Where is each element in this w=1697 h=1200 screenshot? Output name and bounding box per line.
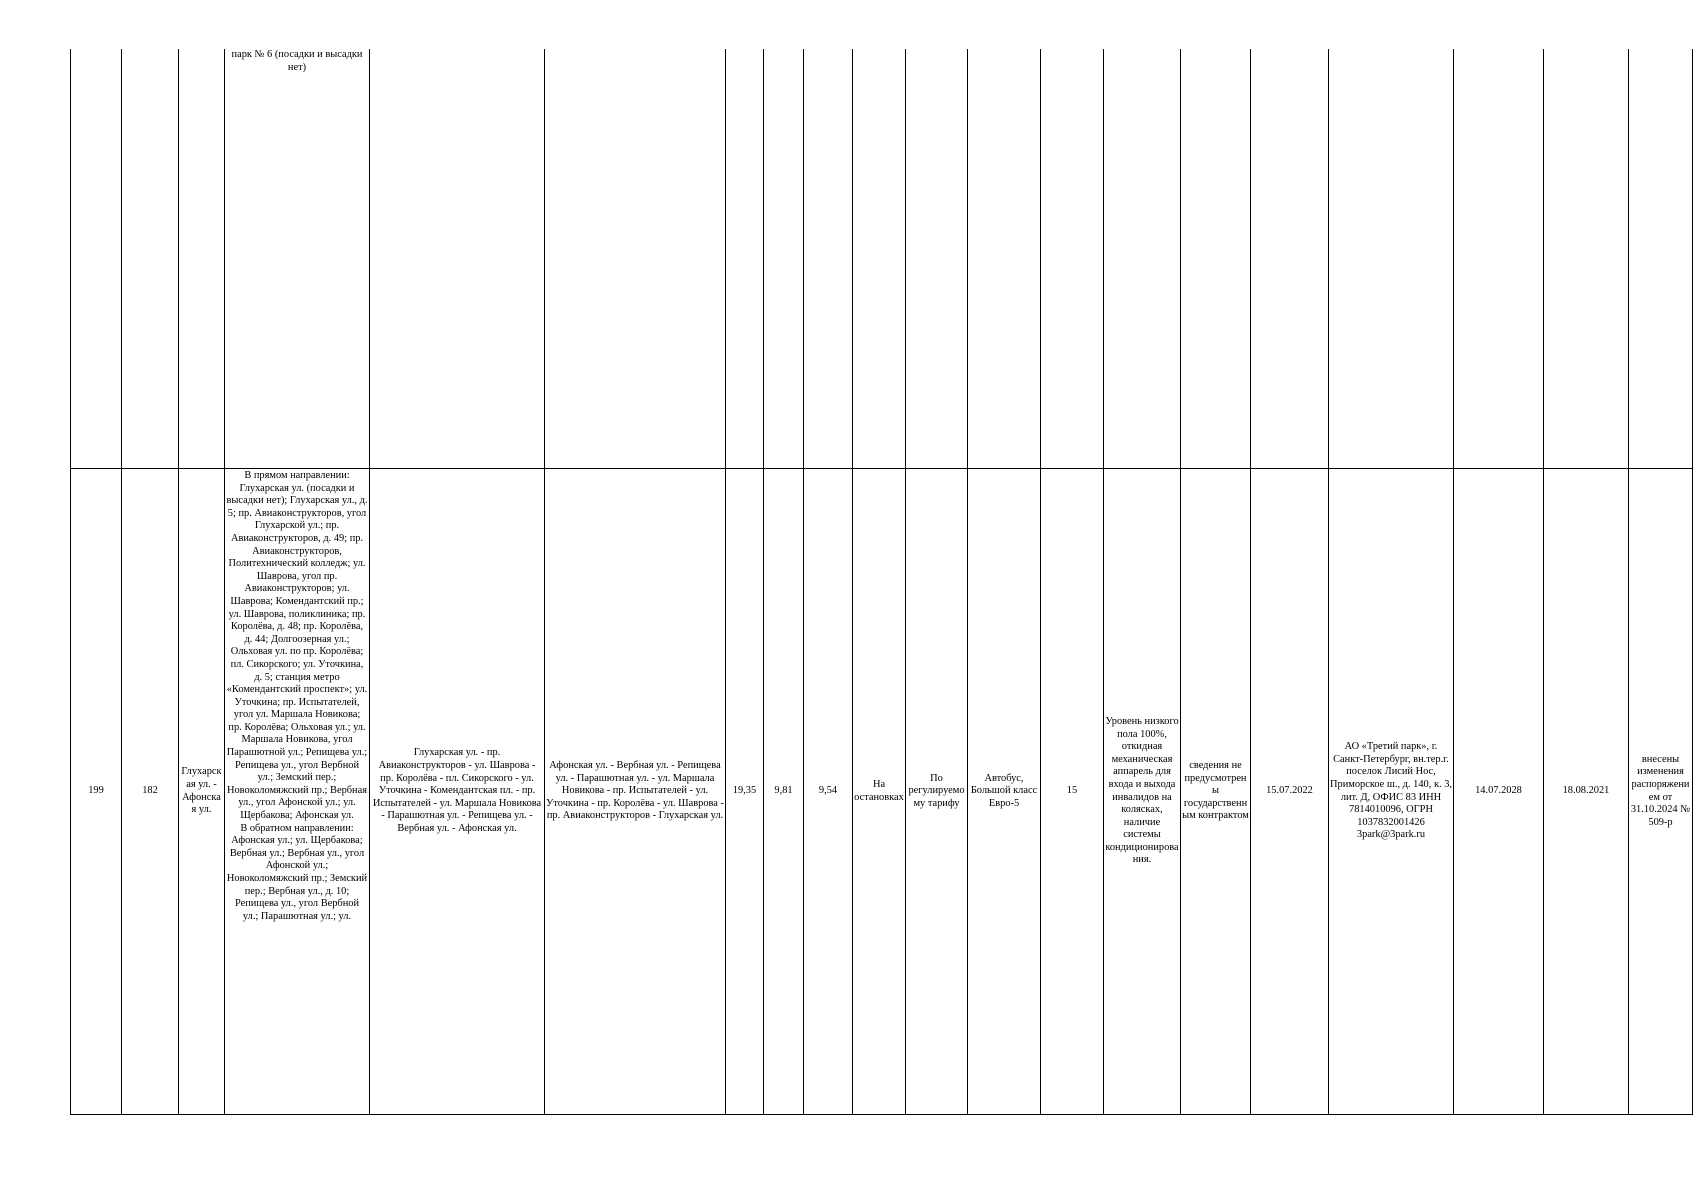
cell-boarding-order: На остановках [853,469,906,1115]
table-row-continuation [71,49,1693,469]
cell-vehicle: Автобус, Большой класс Евро-5 [968,469,1041,1115]
cell-empty [1041,49,1104,469]
cell-vehicle-count: 15 [1041,469,1104,1115]
cell-streets-forward: Глухарская ул. - пр. Авиаконструкторов - ул. Шаврова - пр. Королёва - пл. Сикорского - ул. Уточкина - Комендантская пл. - пр. Испытателей - ул. Маршала Новикова - Парашютная ул. - Репищева ул. - Вербная ул. - Афонская ул. [370,469,545,1115]
cell-registry-number: 199 [71,469,122,1115]
cell-empty [545,49,726,469]
cell-empty [906,49,968,469]
cell-empty [764,49,804,469]
cell-length-total: 19,35 [726,469,764,1115]
cell-length-forward: 9,81 [764,469,804,1115]
cell-contract-info: сведения не предусмотрены государственным контрактом [1181,469,1251,1115]
cell-empty [804,49,853,469]
cell-approval-date: 18.08.2021 [1544,469,1629,1115]
stops-backward-list: Афонская ул.; ул. Щербакова; Вербная ул.; Вербная ул., угол Афонской ул.; Новоколомяжский пр.; Земский пер.; Вербная ул., д. 10; Репищева ул., угол Вербной ул.; Парашютная ул.; ул. [226,835,368,922]
cell-empty [1454,49,1544,469]
cell-tariff: По регулируемому тарифу [906,469,968,1115]
cell-changes-note: внесены изменения распоряжением от 31.10.2024 № 509-р [1629,469,1693,1115]
cell-end-date: 14.07.2028 [1454,469,1544,1115]
cell-carrier: АО «Третий парк», г. Санкт-Петербург, вн.тер.г. поселок Лисий Нос, Приморское ш., д. 140, к. 3, лит. Д, ОФИС 83 ИНН 7814010096, ОГРН 1037832001426 3park@3park.ru [1329,469,1454,1115]
cell-route-name: Глухарская ул. - Афонская ул. [179,469,225,1115]
cell-empty [122,49,179,469]
cell-start-date: 15.07.2022 [1251,469,1329,1115]
stops-forward-heading: В прямом направлении: [244,470,350,481]
cell-empty [71,49,122,469]
cell-vehicle-features: Уровень низкого пола 100%, откидная механическая аппарель для входа и выхода инвалидов на колясках, наличие системы кондиционирования. [1104,469,1181,1115]
cell-empty [1544,49,1629,469]
route-registry-table [70,49,1693,1115]
cell-empty [1251,49,1329,469]
table-row-route-182 [71,469,1693,1115]
stops-backward-heading: В обратном направлении: [240,822,354,834]
cell-empty [1329,49,1454,469]
cell-empty [179,49,225,469]
cell-route-number: 182 [122,469,179,1115]
stops-forward-list: Глухарская ул. (посадки и высадки нет); Глухарская ул., д. 5; пр. Авиаконструкторов, угол Глухарской ул.; пр. Авиаконструкторов, д. 49; пр. Авиаконструкторов, Политехнический колледж; ул. Шаврова, угол пр. Авиаконструкторов; ул. Шаврова; Комендантский пр.; ул. Шаврова, поликлиника; пр. Королёва, д. 48; пр. Королёва, д. 44; Долгоозерная ул.; Ольховая ул. по пр. Королёва; пл. Сикорского; ул. Уточкина, д. 5; станция метро «Комендантский проспект»; ул. Уточкина; пр. Испытателей, угол ул. Маршала Новикова; пр. Королёва; Ольховая ул.; ул. Маршала Новикова, угол Парашютной ул.; Репищева ул.; Репищева ул., угол Вербной ул.; Земский пер.; Новоколомяжский пр.; Вербная ул., угол Афонской ул.; ул. Щербакова; Афонская ул. [226,482,368,822]
cell-length-backward: 9,54 [804,469,853,1115]
cell-empty [1181,49,1251,469]
cell-empty [968,49,1041,469]
cell-empty [1629,49,1693,469]
cell-empty [370,49,545,469]
cell-streets-backward: Афонская ул. - Вербная ул. - Репищева ул. - Парашютная ул. - ул. Маршала Новикова - пр. Испытателей - ул. Уточкина - пр. Королёва - ул. Шаврова - пр. Авиаконструкторов - Глухарская ул. [545,469,726,1115]
cell-empty [853,49,906,469]
cell-stops-continuation: парк № 6 (посадки и высадки нет) [225,49,370,469]
cell-stops [225,469,370,1115]
cell-empty [1104,49,1181,469]
cell-empty [726,49,764,469]
